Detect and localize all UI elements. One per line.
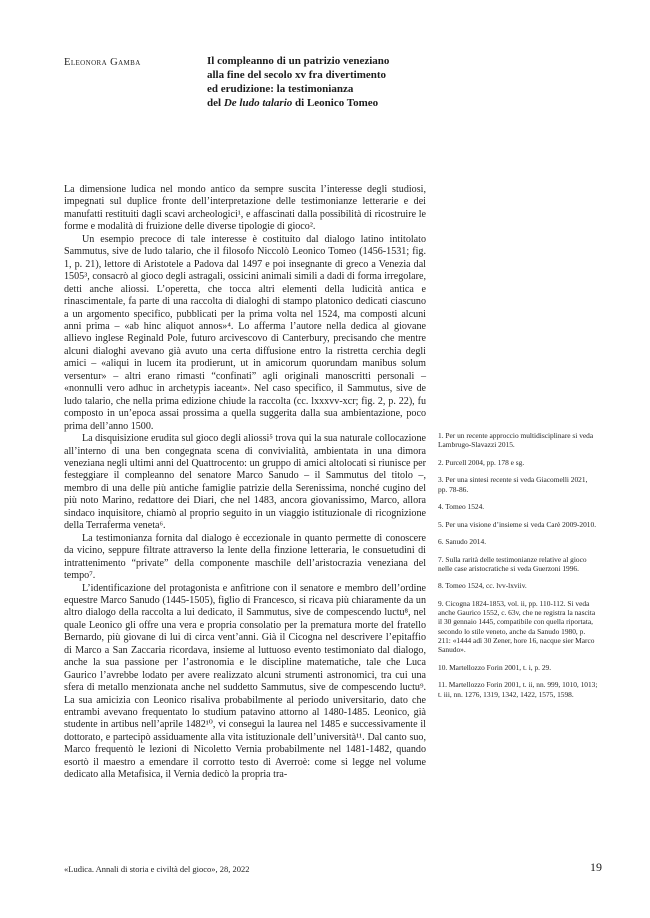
paragraph: L’identificazione del protagonista e anfitrione con il senatore e membro dell’ordine equestre Marco Sanudo (1445-1505), figlio di Francesco, si ricava più chiaramente da un altro dialogo della raccolta a lui dedicato, il Sammutus, sive de compescendo luctu⁸, nel quale Leonico gli offre una vera e propria consolatio per la prematura morte del fratello Bernardo, più giovane di lui di circa vent’anni. Già il Cicogna nel descrivere l’epitaffio di Marco a San Zaccaria ricordava, insieme al luttuoso evento testimoniato dal dialogo, anche la sua passione per l’astronomia e le discipline matematiche, tale che Luca Gaurico l’avrebbe lodato per avere realizzato alcuni strumenti astronomici, tra cui una sfera di metallo menzionata anche nel suddetto Sammutus, sive de compescendo luctu⁹. La sua amicizia con Leonico risaliva probabilmente al periodo universitario, dato che entrambi avevano frequentato lo studium patavino attorno al 1480-1485. Leonico, già studente in artibus nell’aprile 1482¹⁰, vi conseguì la laurea nel 1485 e successivamente il dottorato, e partecipò assiduamente alla vita istituzionale dell’università¹¹. Dal canto suo, Marco frequentò le lezioni di Nicoletto Vernia probabilmente nel 1481-1482, quando esortò il maestro a emendare il corrotto testo di Averroè: come si legge nel volume dedicato alla Metafisica, il Vernia dedicò la propria tra- [64,582,426,781]
footnote: 11. Martellozzo Forin 2001, t. ii, nn. 999, 1010, 1013; t. iii, nn. 1276, 1319, 1342, 1422, 1575, 1598. [438,680,598,699]
paragraph: La testimonianza fornita dal dialogo è eccezionale in quanto permette di conoscere da vicino, seppure filtrate attraverso la lente della finzione letteraria, le consuetudini di intrattenimento “private” della componente maschile dell’aristocrazia veneziana del tempo⁷. [64,532,426,582]
footnote: 5. Per una visione d’insieme si veda Carè 2009-2010. [438,519,597,529]
footnote: 6. Sanudo 2014. [438,537,487,547]
paragraph: La dimensione ludica nel mondo antico da sempre suscita l’interesse degli studiosi, impegnati sul duplice fronte dell’interpretazione delle testimonianze letterarie e dei manufatti restituiti dagli scavi archeologici¹, e affascinati dalla possibilità di ricostruire le forme e modalità di fruizione delle diverse tipologie di gioco². [64,184,426,233]
title-line-4-suffix: di Leonico Tomeo [295,97,379,109]
author-name: Eleonora Gamba [64,57,141,68]
footnote: 8. Tomeo 1524, cc. lvv-lxviiv. [438,581,527,591]
paragraph: La disquisizione erudita sul gioco degli aliossi⁵ trova qui la sua naturale collocazione all’interno di una ben congegnata scena di convivialità, ambientata in una dimora veneziana negli ultimi anni del Quattrocento: un gruppo di amici altolocati si riunisce per festeggiare il compleanno del senatore Marco Sanudo – il Sammutus del titolo –, membro di una delle più antiche famiglie patrizie della Serenissima, nonché cugino del più noto Marino, redattore dei Diari, che nel 1483, ancora giovanissimo, Marco, allora sindaco inquisitore, chiamò al proprio seguito in un viaggio istituzionale di ricognizione della Terraferma veneta⁶. [64,433,426,532]
main-text [64,184,426,782]
title-line-4-prefix: del [207,97,222,109]
title-italic-work: De ludo talario [223,97,293,109]
footnote: 7. Sulla rarità delle testimonianze relative al gioco nelle case aristocratiche si veda Guerzoni 1996. [438,554,587,573]
title-line-1: Il compleanno di un patrizio veneziano [207,55,390,67]
title-line-4 [207,96,467,110]
footnote: 10. Martellozzo Forin 2001, t. i, p. 29. [438,662,552,672]
footnotes-column [438,431,598,707]
article-title [207,54,467,110]
title-line-2: alla fine del secolo xv fra divertimento [207,69,387,81]
journal-citation: «Ludica. Annali di storia e civiltà del gioco», 28, 2022 [64,864,250,874]
paragraph: Un esempio precoce di tale interesse è costituito dal dialogo latino intitolato Sammutus, sive de ludo talario, che il filosofo Niccolò Leonico Tomeo (1456-1531; fig. 1, p. 21), lettore di Aristotele a Padova dal 1497 e poi insegnante di greco a Venezia dal 1505³, consacrò al gioco degli astragali, ossicini animali simili a dadi di forma irregolare, detti anche aliossi. L’operetta, che tocca altri elementi della ludicità antica e rinascimentale, fa parte di una raccolta di dialoghi di stampo platonico dedicati ciascuno a un argomento specifico, pubblicati per la prima volta nel 1524, ma composti alcuni anni prima – «ab hinc aliquot annos»⁴. Lo afferma l’autore nella dedica al giovane allievo inglese Reginald Pole, futuro arcivescovo di Canterbury, precisando che mentre alcuni dialoghi avevano già avuto una certa diffusione entro la ristretta cerchia degli amici – «aliqui in lucem ita prodierunt, ut in amicorum quorundam manibus solum versentur» – altri erano rimasti “confinati” agli originali manoscritti personali – «nonnulli vero adhuc in archetypis iaceant». Nel caso specifico, il Sammutus, sive de ludo talario, che nella prima edizione chiude la raccolta (cc. lxxxvv-xcr; fig. 2, p. 22), fu composto in un’epoca assai prossima a quella suggerita dalla sua ambientazione, poco prima dell’anno 1500. [64,233,426,432]
title-line-3: ed erudizione: la testimonianza [207,83,354,95]
footnote: 1. Per un recente approccio multidisciplinare si veda Lambrugo-Slavazzi 2015. [438,431,594,450]
footnote: 3. Per una sintesi recente si veda Giacomelli 2021, pp. 78-86. [438,475,588,494]
footnote: 4. Tomeo 1524. [438,502,485,512]
footnote: 9. Cicogna 1824-1853, vol. ii, pp. 110-112. Si veda anche Gaurico 1552, c. 63v, che ne registra la nascita il 30 gennaio 1445, compatibile con quella riportata, secondo lo stile veneto, anche da Sanudo 1980, p. 211: «1444 adì 30 Zener, hore 16, nacque sier Marco Sanudo». [438,598,596,655]
footnote: 2. Purcell 2004, pp. 178 e sg. [438,457,525,467]
page-number: 19 [590,860,602,874]
